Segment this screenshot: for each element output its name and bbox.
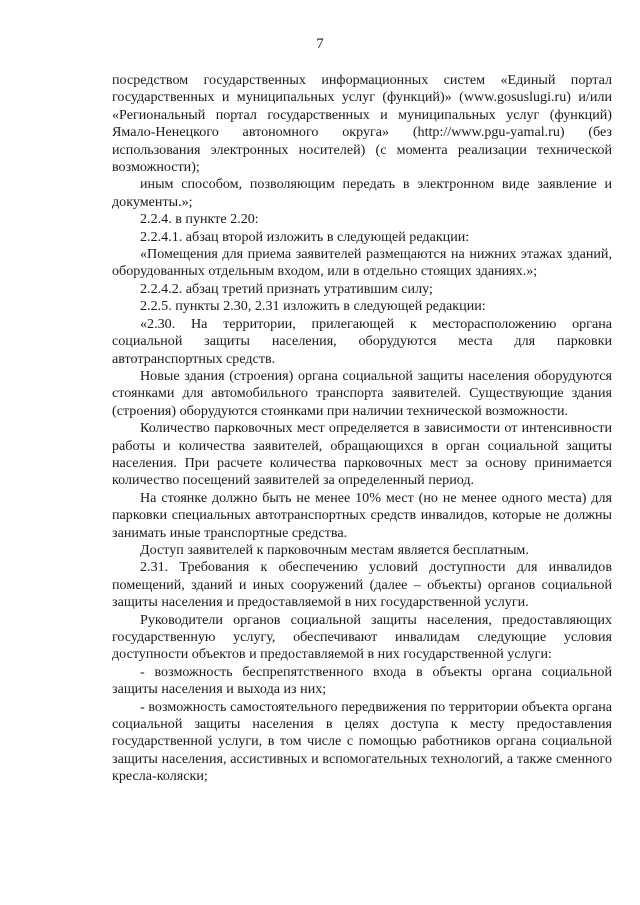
paragraph-other-method: иным способом, позволяющим передать в электронном виде заявление и документы.»; bbox=[112, 176, 612, 210]
paragraph-premises: «Помещения для приема заявителей размещаются на нижних этажах зданий, оборудованных отдельным входом, или в отдельно стоящих зданиях.»; bbox=[112, 246, 612, 280]
paragraph-2-2-4: 2.2.4. в пункте 2.20: bbox=[140, 211, 259, 228]
paragraph-heads: Руководители органов социальной защиты населения, предоставляющих государственную услугу, обеспечивают инвалидам следующие условия доступности объектов и предоставляемой в них государственной услуги: bbox=[112, 611, 612, 663]
paragraph-2-2-5: 2.2.5. пункты 2.30, 2.31 изложить в следующей редакции: bbox=[140, 298, 486, 315]
list-item-entry: - возможность беспрепятственного входа в объекты органа социальной защиты населения и выхода из них; bbox=[112, 663, 612, 698]
paragraph-new-buildings: Новые здания (строения) органа социальной защиты населения оборудуются стоянками для автомобильного транспорта заявителей. Существующие здания (строения) оборудуются стоянками при наличии технической возможности. bbox=[112, 367, 612, 419]
paragraph-2-2-4-2: 2.2.4.2. абзац третий признать утратившим силу; bbox=[140, 280, 433, 297]
paragraph-2-2-4-1: 2.2.4.1. абзац второй изложить в следующей редакции: bbox=[140, 228, 470, 245]
paragraph-portals: посредством государственных информационных систем «Единый портал государственных и муниципальных услуг (функций)» (www.gosuslugi.ru) и/или «Региональный портал государственных и муниципальных услуг (функций) Ямало-Ненецкого автономного округа» (http://www.pgu-yamal.ru) (без использования электронных носителей) (с момента реализации технической возможности); bbox=[112, 72, 612, 176]
document-body bbox=[112, 72, 612, 786]
paragraph-disabled-parking: На стоянке должно быть не менее 10% мест (но не менее одного места) для парковки специальных автотранспортных средств инвалидов, которые не должны занимать иные транспортные средства. bbox=[112, 489, 612, 541]
page-number: 7 bbox=[316, 36, 324, 52]
paragraph-2-31: 2.31. Требования к обеспечению условий доступности для инвалидов помещений, зданий и иных сооружений (далее – объекты) органов социальной защиты населения и предоставляемой в них государственной услуги. bbox=[112, 559, 612, 611]
paragraph-free-access: Доступ заявителей к парковочным местам является бесплатным. bbox=[140, 541, 529, 558]
list-item-movement: - возможность самостоятельного передвижения по территории объекта органа социальной защиты населения в целях доступа к месту предоставления государственной услуги, в том числе с помощью работников органа социальной защиты населения, ассистивных и вспомогательных технологий, а также сменного кресла-коляски; bbox=[112, 698, 612, 785]
paragraph-parking-count: Количество парковочных мест определяется в зависимости от интенсивности работы и количества заявителей, обращающихся в орган социальной защиты населения. При расчете количества парковочных мест за основу принимается количество посещений заявителей за определенный период. bbox=[112, 420, 612, 489]
paragraph-2-30: «2.30. На территории, прилегающей к месторасположению органа социальной защиты населения, оборудуются места для парковки автотранспортных средств. bbox=[112, 315, 612, 367]
